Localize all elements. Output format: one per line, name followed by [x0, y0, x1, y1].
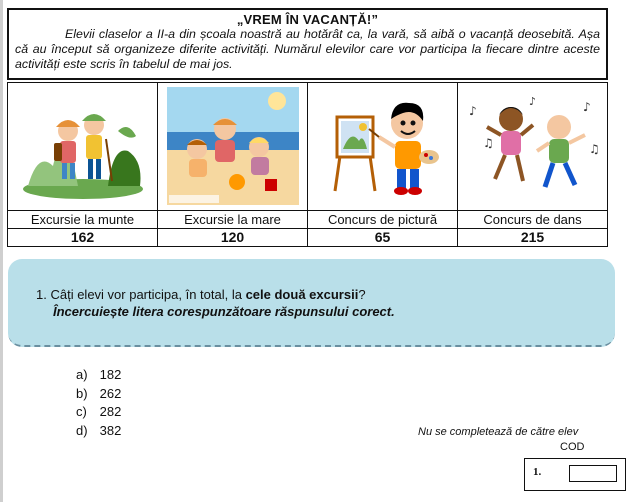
cod-label: COD	[560, 441, 585, 453]
activity-image-sea	[158, 83, 308, 211]
question-number: 1.	[36, 287, 47, 302]
svg-text:♪: ♪	[528, 95, 536, 109]
option-c[interactable]	[76, 403, 121, 422]
mountain-hikers-illustration	[18, 91, 148, 201]
activities-table	[7, 82, 608, 247]
worksheet-intro: Elevii claselor a II-a din școala noastră au hotărât ca, la vară, să aibă o vacanță deosebită. Așa că au început să organizeze diferite activități. Numărul elevilor care vor participa la fiecare dintre aceste activități este scris în tabelul de mai jos.	[15, 27, 600, 71]
option-a[interactable]	[76, 366, 121, 385]
child-painter-illustration	[323, 91, 443, 201]
activity-count: 162	[8, 228, 158, 246]
option-letter: c)	[76, 404, 87, 419]
activity-count: 65	[308, 228, 458, 246]
activity-label: Concurs de dans	[458, 210, 608, 228]
svg-text:♫: ♫	[482, 136, 494, 151]
activity-count: 215	[458, 228, 608, 246]
answer-options	[76, 366, 121, 440]
activity-label: Concurs de pictură	[308, 210, 458, 228]
activity-image-painting	[308, 83, 458, 211]
question-text-after: ?	[358, 287, 366, 302]
question-text	[36, 287, 366, 302]
activity-image-dance	[458, 83, 608, 211]
option-value: 262	[99, 385, 122, 401]
activity-label: Excursie la mare	[158, 210, 308, 228]
question-box	[8, 259, 615, 347]
option-value: 182	[99, 367, 122, 382]
code-box	[524, 458, 626, 491]
option-value: 282	[99, 404, 122, 419]
activity-image-mountain	[8, 83, 158, 211]
beach-children-illustration	[167, 87, 299, 205]
worksheet-title: „VREM ÎN VACANȚĂ!”	[236, 12, 379, 27]
svg-text:♪: ♪	[582, 100, 591, 115]
option-letter: a)	[76, 367, 88, 382]
option-d[interactable]	[76, 422, 121, 441]
option-letter: b)	[76, 385, 88, 401]
grading-note: Nu se completează de către elev	[418, 426, 579, 438]
dancing-children-illustration	[463, 91, 603, 201]
svg-text:♪: ♪	[468, 104, 477, 119]
page-edge	[0, 0, 3, 502]
worksheet-header	[7, 8, 608, 80]
question-instruction: Încercuiește litera corespunzătoare răspunsului corect.	[53, 304, 395, 319]
svg-text:♫: ♫	[588, 142, 600, 157]
activity-label: Excursie la munte	[8, 210, 158, 228]
option-b[interactable]	[76, 385, 121, 404]
question-text-bold: cele două excursii	[245, 287, 359, 302]
activity-count: 120	[158, 228, 308, 246]
code-item-number: 1.	[533, 466, 542, 478]
code-field[interactable]	[569, 465, 617, 482]
question-text-before: Câți elevi vor participa, în total, la	[50, 287, 242, 302]
option-letter: d)	[76, 422, 88, 438]
option-value: 382	[99, 422, 122, 438]
